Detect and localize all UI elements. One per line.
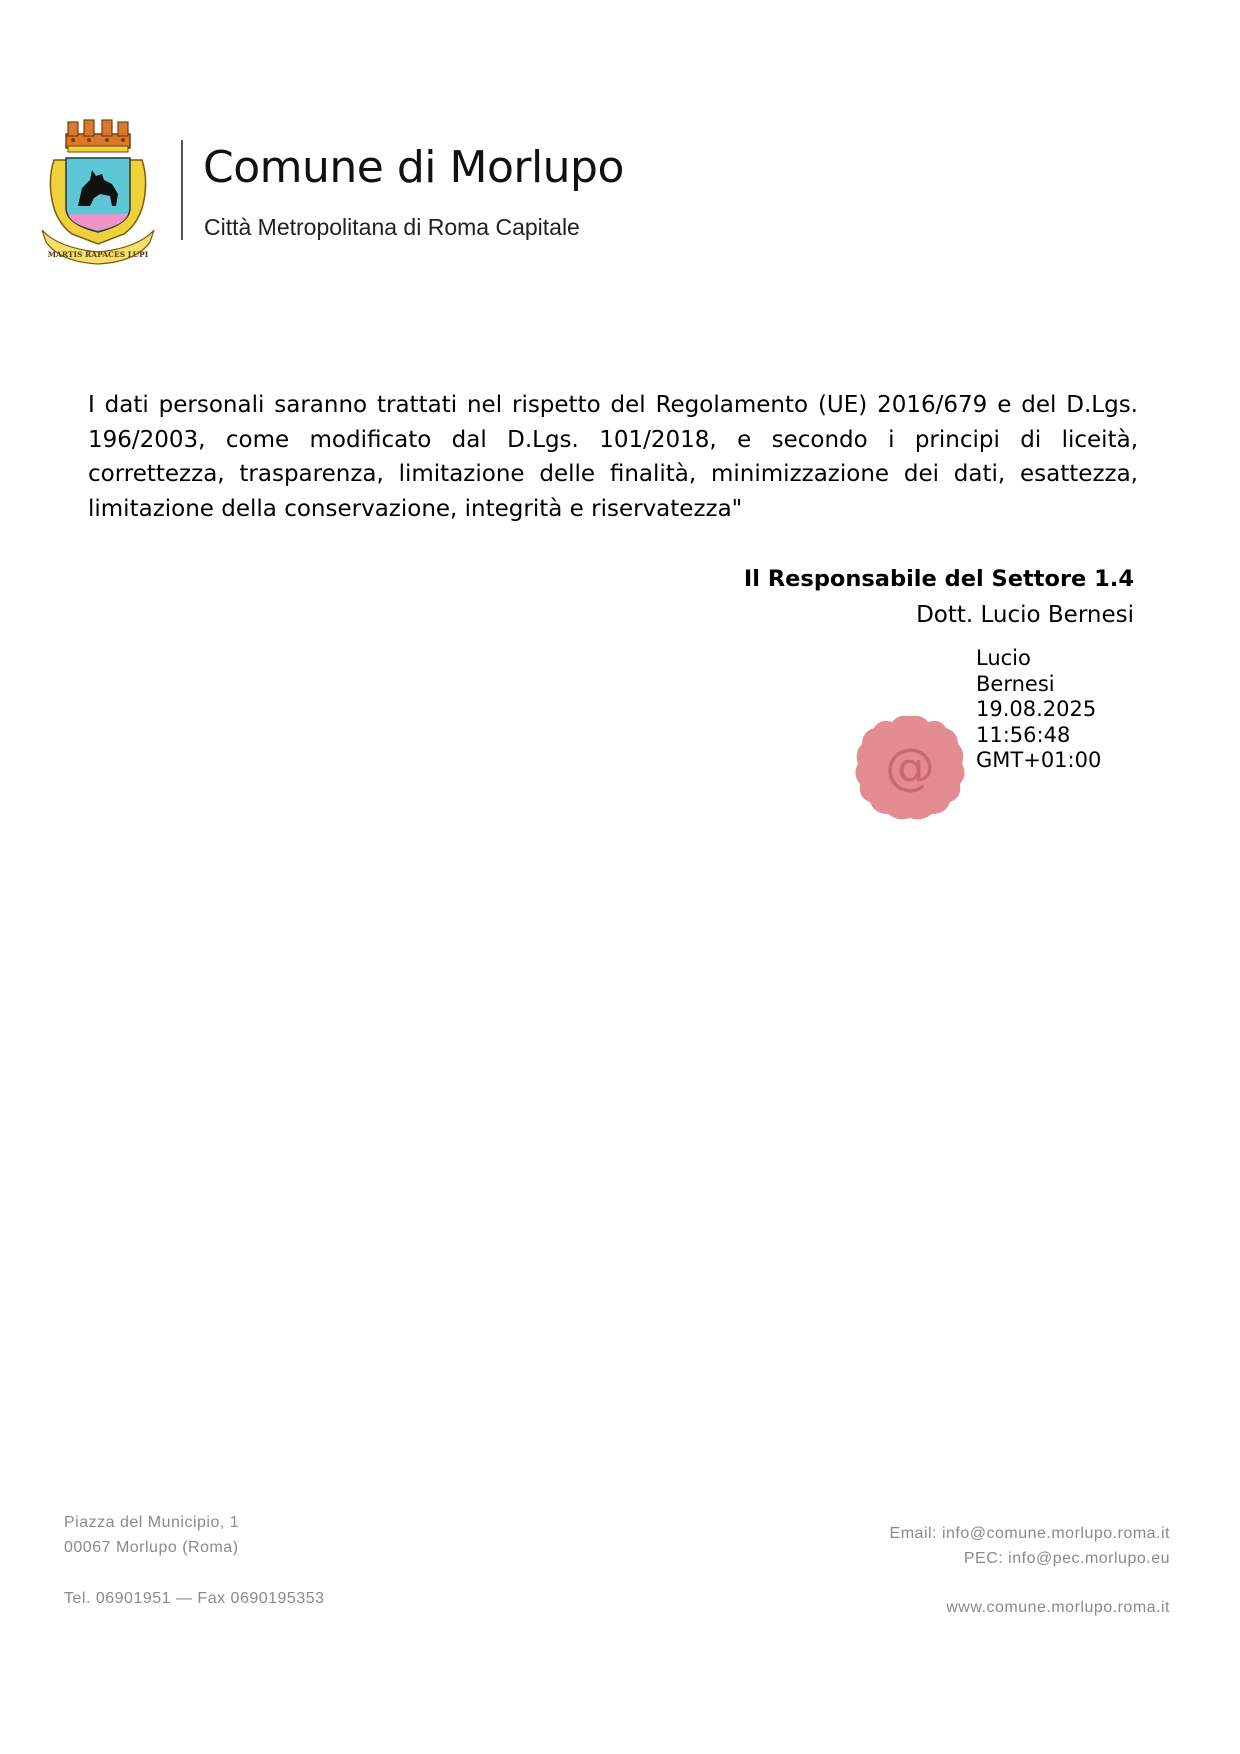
signature-date: 19.08.2025: [976, 697, 1097, 721]
signer-first-name: Lucio: [976, 646, 1031, 670]
privacy-paragraph: I dati personali saranno trattati nel rispetto del Regolamento (UE) 2016/679 e del D.Lgs. 196/2003, come modificato dal D.Lgs. 101/2018, e secondo i principi di liceità, correttezza, trasparenza, limitazione delle finalità, minimizzazione dei dati, esattezza, limitazione della conservazione, integrità e riservatezza": [88, 392, 1138, 522]
digital-signature-details: [976, 646, 1101, 774]
signature-timezone: GMT+01:00: [976, 748, 1102, 772]
organization-name: Comune di Morlupo: [203, 142, 624, 193]
digital-seal-icon: [852, 712, 968, 822]
header-divider: [181, 140, 183, 240]
footer-pec: PEC: info@pec.morlupo.eu: [963, 1550, 1170, 1567]
svg-text:@: @: [885, 738, 935, 796]
footer-email: Email: info@comune.morlupo.roma.it: [889, 1525, 1170, 1542]
footer-address-line1: Piazza del Municipio, 1: [64, 1514, 240, 1531]
signer-last-name: Bernesi: [976, 671, 1055, 696]
footer-phone-fax: Tel. 06901951 — Fax 0690195353: [64, 1590, 325, 1607]
footer-contact-block: [890, 1521, 1170, 1620]
signature-time: 11:56:48: [976, 722, 1071, 747]
signature-title: Il Responsabile del Settore 1.4: [743, 566, 1134, 592]
logo-motto: MARTIS RAPACES LUPI: [47, 250, 149, 259]
coat-of-arms-logo: [38, 118, 158, 266]
signature-name: Dott. Lucio Bernesi: [916, 602, 1134, 628]
footer-address-line2: 00067 Morlupo (Roma): [64, 1539, 239, 1556]
organization-subtitle: Città Metropolitana di Roma Capitale: [204, 214, 580, 240]
footer-website: www.comune.morlupo.roma.it: [946, 1599, 1170, 1616]
footer-address-block: [64, 1510, 325, 1611]
